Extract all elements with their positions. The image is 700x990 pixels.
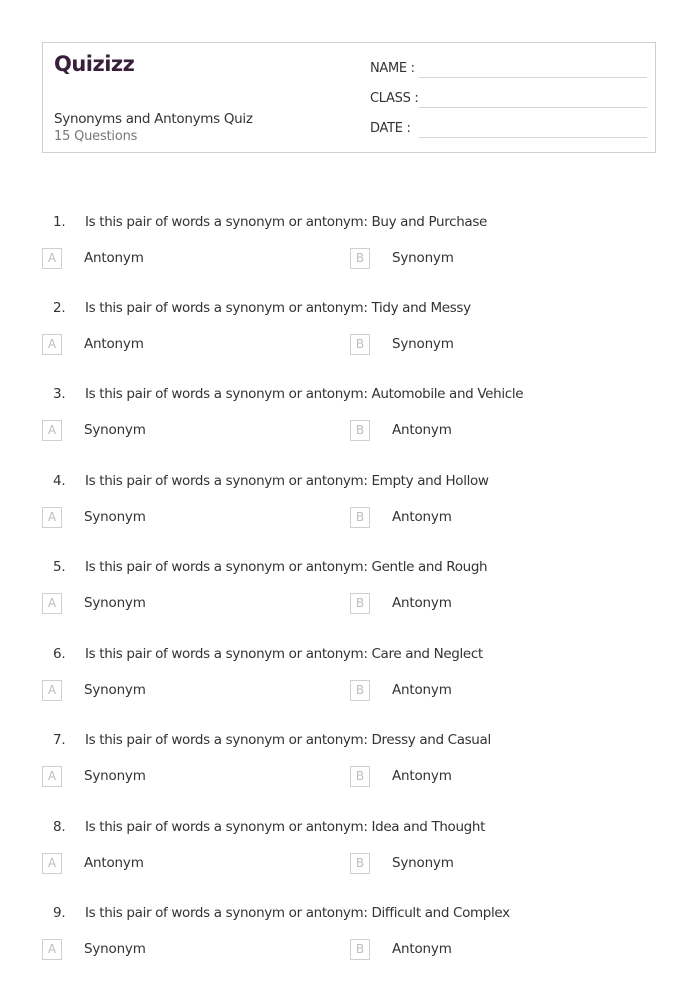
option-label: Synonym [84,422,146,438]
question-number: 2. [53,300,66,316]
option-letter-box[interactable]: A [42,680,62,701]
question-number: 6. [53,646,66,662]
question-number: 5. [53,559,66,575]
question-number: 3. [53,386,66,402]
option-label: Antonym [392,941,452,957]
question-6 [0,646,700,726]
option-label: Antonym [392,768,452,784]
option-label: Antonym [84,855,144,871]
option-label: Antonym [392,422,452,438]
question-text: Is this pair of words a synonym or antonym: Buy and Purchase [85,214,487,230]
date-line[interactable] [419,137,647,138]
date-label: DATE : [370,121,411,136]
question-text: Is this pair of words a synonym or antonym: Empty and Hollow [85,473,489,489]
option-letter-box[interactable]: A [42,334,62,355]
quizizz-logo: Quizizz [54,52,135,76]
question-number: 7. [53,732,66,748]
option-letter-box[interactable]: A [42,420,62,441]
option-letter-box[interactable]: A [42,939,62,960]
question-text: Is this pair of words a synonym or antonym: Difficult and Complex [85,905,510,921]
option-letter-box[interactable]: B [350,593,370,614]
option-label: Synonym [392,336,454,352]
option-label: Synonym [392,855,454,871]
option-label: Synonym [84,595,146,611]
question-text: Is this pair of words a synonym or antonym: Dressy and Casual [85,732,491,748]
option-letter-box[interactable]: B [350,766,370,787]
name-field[interactable] [370,58,647,80]
question-text: Is this pair of words a synonym or antonym: Tidy and Messy [85,300,471,316]
question-text: Is this pair of words a synonym or antonym: Gentle and Rough [85,559,488,575]
option-label: Antonym [392,509,452,525]
class-label: CLASS : [370,91,419,106]
option-label: Antonym [392,595,452,611]
class-line[interactable] [419,107,647,108]
question-count: 15 Questions [54,129,138,144]
question-number: 4. [53,473,66,489]
option-letter-box[interactable]: B [350,420,370,441]
question-7 [0,732,700,812]
quiz-title: Synonyms and Antonyms Quiz [54,111,253,127]
option-letter-box[interactable]: A [42,853,62,874]
option-label: Antonym [84,336,144,352]
question-8 [0,819,700,899]
option-label: Synonym [84,768,146,784]
option-label: Synonym [84,941,146,957]
option-letter-box[interactable]: B [350,248,370,269]
option-letter-box[interactable]: B [350,680,370,701]
option-label: Synonym [84,682,146,698]
question-4 [0,473,700,553]
option-letter-box[interactable]: A [42,507,62,528]
option-label: Synonym [84,509,146,525]
question-3 [0,386,700,466]
option-letter-box[interactable]: A [42,766,62,787]
class-field[interactable] [370,88,647,110]
name-label: NAME : [370,61,415,76]
question-text: Is this pair of words a synonym or antonym: Automobile and Vehicle [85,386,524,402]
question-text: Is this pair of words a synonym or antonym: Care and Neglect [85,646,483,662]
worksheet-header [42,42,656,153]
question-1 [0,214,700,294]
option-letter-box[interactable]: B [350,334,370,355]
option-label: Antonym [392,682,452,698]
question-number: 1. [53,214,66,230]
question-9 [0,905,700,985]
question-2 [0,300,700,380]
date-field[interactable] [370,118,647,140]
option-label: Synonym [392,250,454,266]
option-label: Antonym [84,250,144,266]
question-number: 9. [53,905,66,921]
option-letter-box[interactable]: B [350,853,370,874]
option-letter-box[interactable]: B [350,939,370,960]
question-5 [0,559,700,639]
option-letter-box[interactable]: B [350,507,370,528]
question-text: Is this pair of words a synonym or antonym: Idea and Thought [85,819,486,835]
option-letter-box[interactable]: A [42,593,62,614]
name-line[interactable] [419,77,647,78]
option-letter-box[interactable]: A [42,248,62,269]
question-number: 8. [53,819,66,835]
